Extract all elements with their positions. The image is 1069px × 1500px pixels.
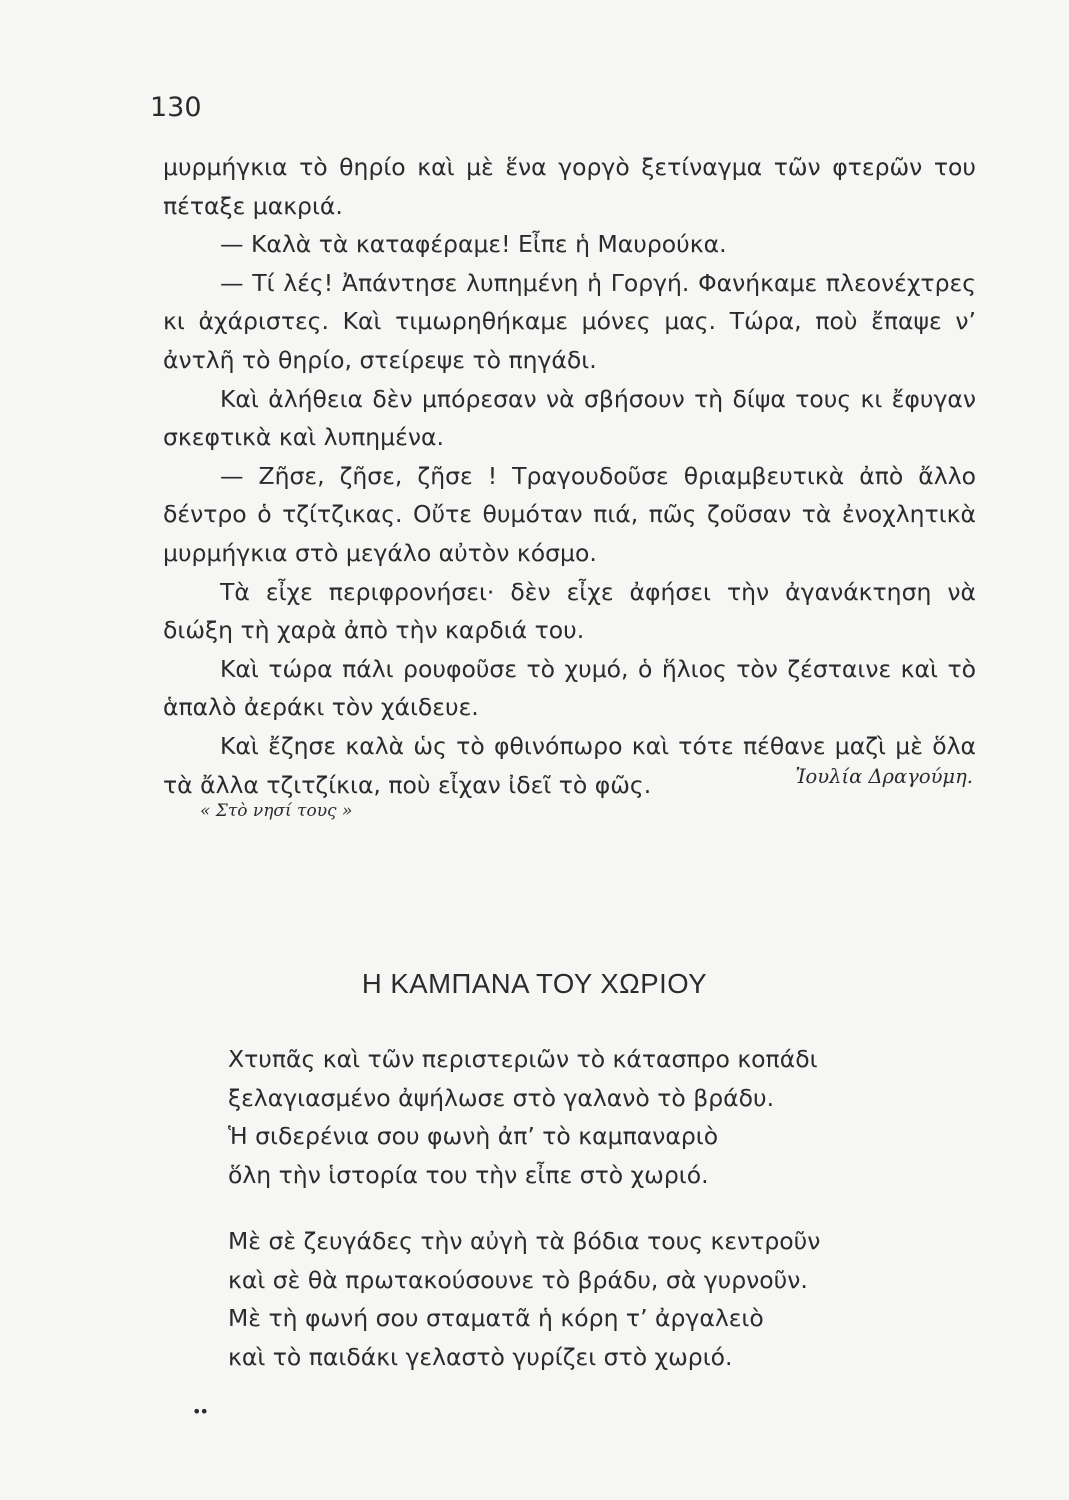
poem-line: καὶ τὸ παιδάκι γελαστὸ γυρίζει στὸ χωριό. (228, 1342, 733, 1371)
poem-line: Μὲ τὴ φωνή σου σταματᾶ ἡ κόρη τ’ ἀργαλειὸ (228, 1304, 764, 1332)
poem-title: Η ΚΑΜΠΑΝΑ ΤΟΥ ΧΩΡΙΟΥ (361, 968, 708, 999)
poem-line: καὶ σὲ θὰ πρωτακούσουνε τὸ βράδυ, σὰ γυρνοῦν. (228, 1265, 808, 1294)
paragraph: μυρμήγκια τὸ θηρίο καὶ μὲ ἕνα γοργὸ ξετίναγμα τῶν φτερῶν του πέταξε μακριά. (163, 153, 976, 220)
page-number: 130 (150, 92, 202, 123)
poem-line: ξελαγιασμένο ἀψήλωσε στὸ γαλανὸ τὸ βράδυ. (228, 1083, 775, 1112)
story-text (163, 148, 976, 804)
paragraph: Καὶ ἀλήθεια δὲν μπόρεσαν νὰ σβήσουν τὴ δίψα τους κι ἔφυγαν σκεφτικὰ καὶ λυπημένα. (163, 384, 976, 452)
footer-mark: •• (192, 1402, 207, 1421)
signature-row (0, 765, 1069, 805)
paragraph: Τὰ εἶχε περιφρονήσει· δὲν εἶχε ἀφήσει τὴν ἀγανάκτηση νὰ διώξη τὴ χαρὰ ἀπὸ τὴν καρδιά του. (163, 577, 976, 645)
poem-stanza (228, 1040, 988, 1194)
poem-line: Μὲ σὲ ζευγάδες τὴν αὐγὴ τὰ βόδια τους κεντροῦν (228, 1227, 821, 1255)
source-citation: « Στὸ νησί τους » (200, 801, 353, 821)
poem-line: ὅλη τὴν ἱστορία του τὴν εἶπε στὸ χωριό. (228, 1160, 709, 1189)
paragraph: — Καλὰ τὰ καταφέραμε! Εἶπε ἡ Μαυρούκα. (220, 230, 727, 259)
paragraph: Καὶ ἔζησε καλὰ ὡς τὸ φθινόπωρο καὶ τότε πέθανε μαζὶ μὲ ὅλα τὰ ἄλλα τζιτζίκια, ποὺ εἶχαν ἰδεῖ τὸ φῶς. (163, 731, 976, 799)
paragraph: — Τί λές! Ἀπάντησε λυπημένη ἡ Γοργή. Φανήκαμε πλεονέχτρες κι ἀχάριστες. Καὶ τιμωρηθήκαμε μόνες μας. Τώρα, ποὺ ἔπαψε ν’ ἀντλῆ τὸ θηρίο, στείρεψε τὸ πηγάδι. (163, 268, 976, 374)
author-signature: Ἰουλία Δραγούμη. (795, 765, 973, 788)
poem-line: Χτυπᾶς καὶ τῶν περιστεριῶν τὸ κάτασπρο κοπάδι (228, 1045, 818, 1073)
poem-stanza (228, 1222, 988, 1376)
paragraph: — Ζῆσε, ζῆσε, ζῆσε ! Τραγουδοῦσε θριαμβευτικὰ ἀπὸ ἄλλο δέντρο ὁ τζίτζικας. Οὔτε θυμόταν πιά, πῶς ζοῦσαν τὰ ἐνοχλητικὰ μυρμήγκια στὸ μεγάλο αὐτὸν κόσμο. (163, 461, 976, 567)
paragraph: Καὶ τώρα πάλι ρουφοῦσε τὸ χυμό, ὁ ἥλιος τὸν ζέσταινε καὶ τὸ ἁπαλὸ ἀεράκι τὸν χάιδευε. (163, 654, 976, 722)
poem-line: Ἡ σιδερένια σου φωνὴ ἀπ’ τὸ καμπαναριὸ (228, 1122, 719, 1150)
